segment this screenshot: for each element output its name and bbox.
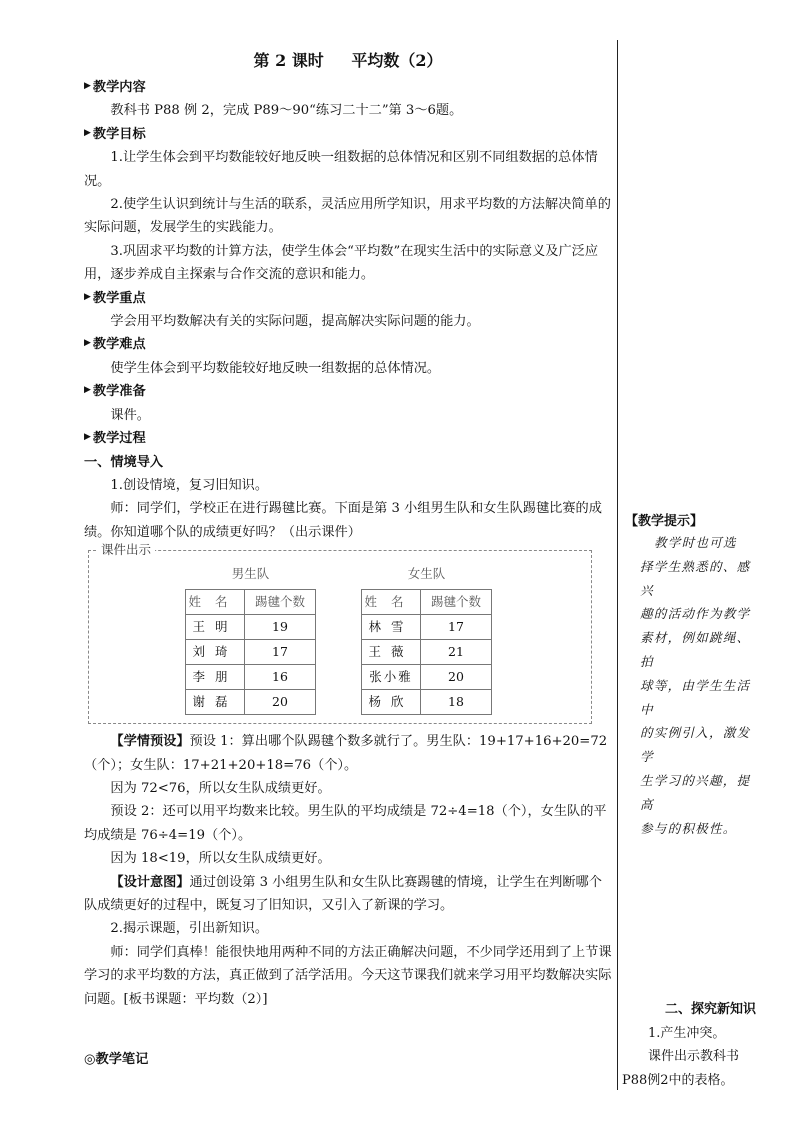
tip-line: 球等，由学生生活中 — [640, 677, 751, 717]
table-header-row: 姓名 踢毽个数 — [186, 590, 316, 615]
boys-table-caption: 男生队 — [231, 566, 270, 582]
section-heading-difficulty: ▶ 教学难点 — [84, 333, 612, 356]
section-heading-process: ▶ 教学过程 — [84, 427, 612, 450]
section-heading-preparation: ▶ 教学准备 — [84, 380, 612, 403]
content-text: 教科书 P88 例 2，完成 P89～90“练习二十二”第 3～6题。 — [110, 103, 463, 119]
presupposition-2: 预设 2：还可以用平均数来比较。男生队的平均成绩是 72÷4=18（个），女生队的平均成绩是 76÷4=19（个）。 — [84, 804, 607, 843]
triangle-bullet-icon: ▶ — [84, 127, 91, 138]
key-text: 学会用平均数解决有关的实际问题，提高解决实际问题的能力。 — [110, 314, 480, 330]
courseware-panel — [88, 542, 592, 724]
table-row: 王薇 21 — [362, 640, 492, 665]
table-row: 林雪 17 — [362, 615, 492, 640]
tip-line: 参与的积极性。 — [640, 820, 737, 836]
lesson-main-column — [84, 46, 612, 1011]
boys-table-block — [185, 563, 316, 715]
step-1: 1.创设情境，复习旧知识。 — [110, 477, 269, 493]
part-2-heading: 二、探究新知识 — [664, 1002, 756, 1017]
presupposition-1-conclusion: 因为 72<76，所以女生队成绩更好。 — [110, 780, 331, 796]
part-2-step-1-detail: 课件出示教科书P88例2中的表格。 — [622, 1049, 740, 1088]
teaching-notes-label: ◎教学笔记 — [84, 1052, 149, 1067]
triangle-bullet-icon: ▶ — [84, 81, 91, 91]
part-2-step-1: 1.产生冲突。 — [648, 1025, 726, 1041]
goal-2: 2.使学生认识到统计与生活的联系，灵活应用所学知识，用求平均数的方法解决简单的实际问题，发展学生的实践能力。 — [84, 197, 611, 236]
design-intent: 【设计意图】通过创设第 3 小组男生队和女生队比赛踢毽的情境，让学生在判断哪个队成绩更好的过程中，既复习了旧知识，又引入了新课的学习。 — [84, 874, 602, 913]
part-1-heading: 一、情境导入 — [84, 454, 164, 470]
section-heading-content: ▶ 教学内容 — [84, 76, 612, 99]
table-header-row: 姓名 踢毽个数 — [362, 590, 492, 615]
teacher-speech-2: 师：同学们真棒！能很快地用两种不同的方法正确解决问题，不少同学还用到了上节课学习的求平均数的方法，真正做到了活学活用。今天这节课我们就来学习用平均数解决实际问题。[板书课题：平均数（2）] — [84, 944, 612, 1007]
tip-line: 素材，例如跳绳、拍 — [640, 630, 751, 669]
goal-1: 1.让学生体会到平均数能较好地反映一组数据的总体情况和区别不同组数据的总体情况。 — [84, 150, 598, 189]
page-title — [84, 46, 612, 76]
teacher-speech-1: 师：同学们，学校正在进行踢毽比赛。下面是第 3 小组男生队和女生队踢毽比赛的成绩。你知道哪个队的成绩更好吗？（出示课件） — [84, 501, 602, 540]
section-heading-key: ▶ 教学重点 — [84, 287, 612, 310]
lesson-topic: 平均数（2） — [351, 51, 443, 70]
teaching-tip-title: 【教学提示】 — [625, 514, 704, 529]
tip-line: 择学生熟悉的、感兴 — [640, 558, 751, 598]
goal-3: 3.巩固求平均数的计算方法，使学生体会“平均数”在现实生活中的实际意义及广泛应用，逐步养成自主探索与合作交流的意识和能力。 — [84, 243, 599, 283]
tip-line: 教学时也可选 — [654, 535, 737, 550]
girls-table — [361, 589, 492, 715]
column-divider — [617, 40, 618, 1090]
table-row: 张小雅 20 — [362, 665, 492, 690]
section-heading-goals: ▶ 教学目标 — [84, 123, 612, 146]
teaching-tip-body — [640, 531, 758, 840]
preparation-text: 课件。 — [110, 407, 150, 423]
triangle-bullet-icon: ▶ — [84, 385, 91, 396]
triangle-bullet-icon: ▶ — [84, 338, 91, 349]
table-row: 王明 19 — [186, 615, 316, 640]
tip-line: 趣的活动作为教学 — [640, 606, 751, 622]
step-2: 2.揭示课题，引出新知识。 — [110, 921, 269, 937]
girls-table-caption: 女生队 — [407, 566, 446, 582]
presupposition-1: 【学情预设】预设 1：算出哪个队踢毽个数多就行了。男生队：19+17+16+20=72（个）；女生队：17+21+20+18=76（个）。 — [84, 734, 608, 773]
courseware-tag: 课件出示 — [97, 542, 155, 558]
table-row: 杨欣 18 — [362, 690, 492, 715]
boys-table — [185, 589, 316, 715]
table-row: 谢磊 20 — [186, 690, 316, 715]
triangle-bullet-icon: ▶ — [84, 291, 91, 302]
tip-line: 生学习的兴趣，提高 — [640, 772, 751, 812]
triangle-bullet-icon: ▶ — [84, 432, 91, 443]
tip-line: 的实例引入，激发学 — [640, 725, 751, 765]
difficulty-text: 使学生体会到平均数能较好地反映一组数据的总体情况。 — [110, 360, 441, 376]
presupposition-2-conclusion: 因为 18<19，所以女生队成绩更好。 — [110, 851, 331, 867]
table-row: 李朋 16 — [186, 665, 316, 690]
table-row: 刘琦 17 — [186, 640, 316, 665]
sidebar-continuation — [622, 998, 756, 1092]
girls-table-block — [361, 563, 492, 715]
lesson-number: 第 2 课时 — [253, 51, 324, 70]
